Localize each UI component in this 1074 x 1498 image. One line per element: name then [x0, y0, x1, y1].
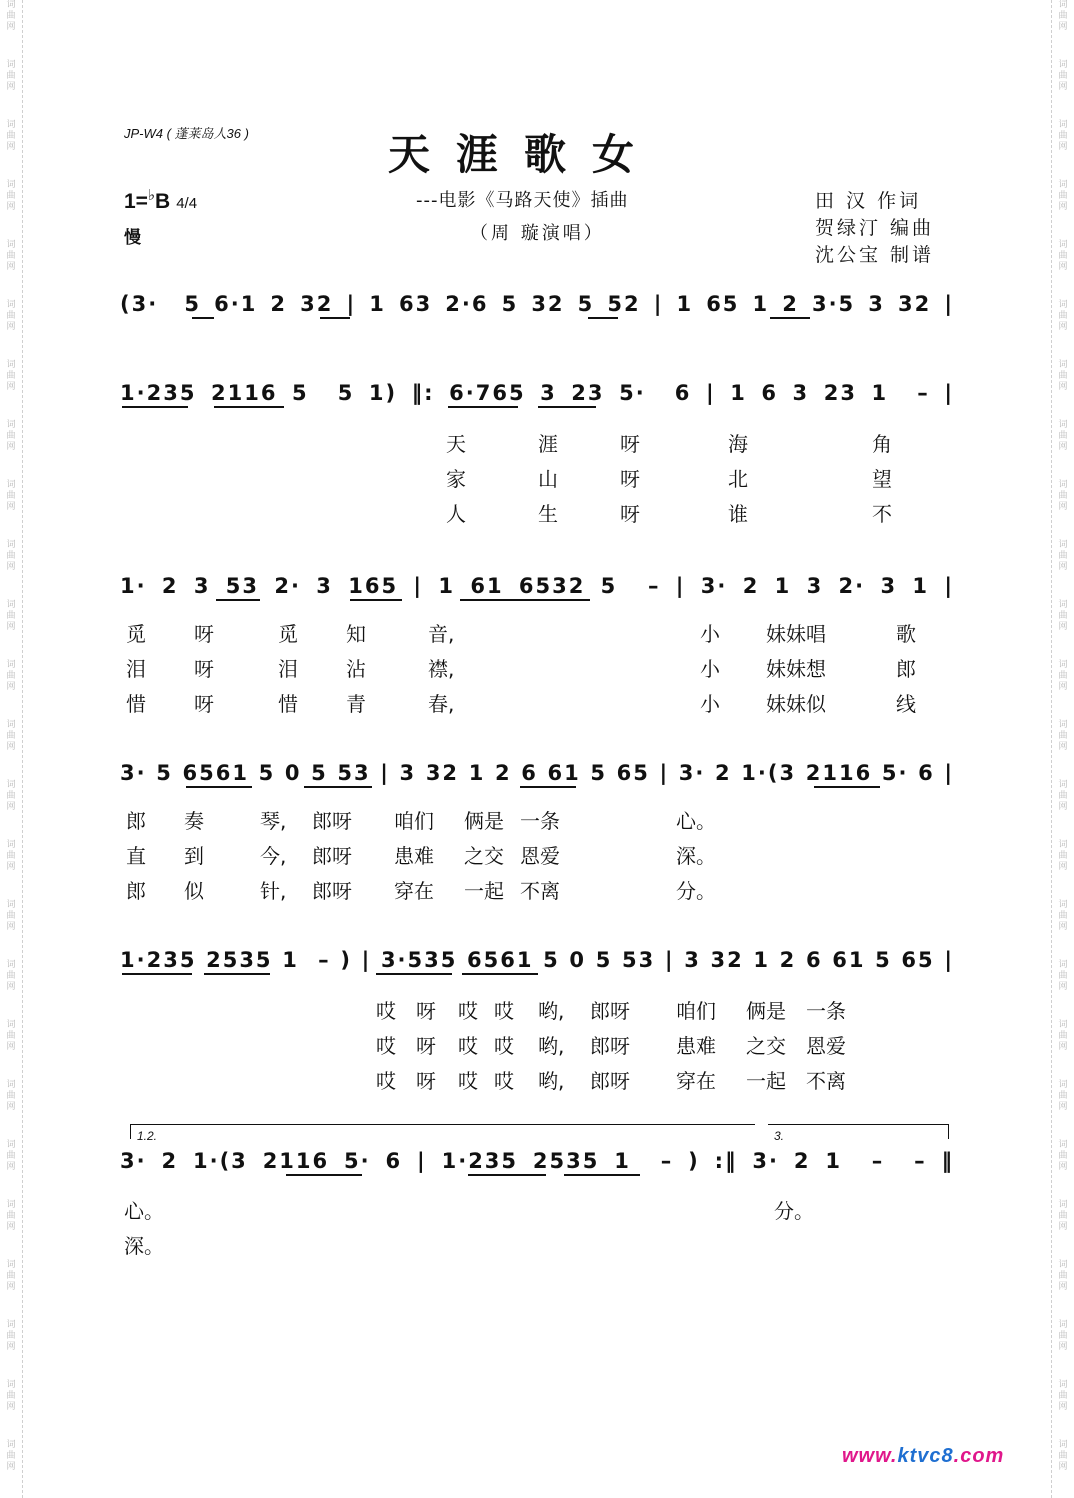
lyrics-row: 惜 呀 惜 青 春, 小 妹妹似 线	[126, 692, 916, 716]
first-ending-bracket: 1.2.	[130, 1124, 755, 1139]
watermark-text: 词 曲 网	[6, 300, 16, 332]
watermark-text: 词 曲 网	[1058, 1440, 1068, 1472]
watermark-text: 词 曲 网	[6, 960, 16, 992]
watermark-text: 词 曲 网	[6, 1200, 16, 1232]
watermark-text: 词 曲 网	[6, 1080, 16, 1112]
notation-text: 1· 2 3 53 2· 3 165 | 1 61 6532 5 – | 3· 2 1 3 2· 3 1 |	[120, 574, 954, 598]
key-signature	[124, 186, 197, 214]
score-code: JP-W4 ( 蓬莱岛人36 )	[124, 126, 249, 141]
staff-line-2	[120, 375, 954, 411]
flat-sign: ♭	[147, 187, 156, 204]
watermark-text: 词 曲 网	[1058, 1080, 1068, 1112]
watermark-text: 词 曲 网	[6, 240, 16, 272]
watermark-text: 词 曲 网	[1058, 1320, 1068, 1352]
watermark-text: 词 曲 网	[1058, 1020, 1068, 1052]
watermark-text: 词 曲 网	[6, 480, 16, 512]
watermark-text: 词 曲 网	[6, 60, 16, 92]
watermark-text: 词 曲 网	[1058, 900, 1068, 932]
watermark-text: 词 曲 网	[6, 900, 16, 932]
key-prefix: 1=	[124, 190, 148, 213]
staff-line-3	[120, 568, 954, 604]
watermark-text: 词 曲 网	[6, 720, 16, 752]
watermark-text: 词 曲 网	[6, 420, 16, 452]
watermark-text: 词 曲 网	[1058, 60, 1068, 92]
watermark-text: 词 曲 网	[6, 780, 16, 812]
time-signature: 4/4	[176, 195, 198, 212]
second-ending-bracket: 3.	[768, 1124, 949, 1139]
watermark-text: 词 曲 网	[1058, 1380, 1068, 1412]
watermark-text: 词 曲 网	[1058, 240, 1068, 272]
transcriber-credit: 沈公宝 制谱	[815, 244, 935, 266]
watermark-text: 词 曲 网	[1058, 0, 1068, 32]
key-note: B	[155, 190, 171, 213]
watermark-text: 词 曲 网	[1058, 1140, 1068, 1172]
lyrics-row: 哎 呀 哎 哎 哟, 郎呀 患难 之交 恩爱	[376, 1034, 846, 1058]
tempo-marking: 慢	[124, 228, 141, 248]
staff-line-1	[120, 286, 954, 322]
staff-line-4	[120, 755, 954, 791]
lyrics-row: 天 涯 呀 海 角	[446, 432, 892, 456]
watermark-text: 词 曲 网	[6, 1020, 16, 1052]
watermark-text: 词 曲 网	[1058, 1200, 1068, 1232]
lyricist-credit: 田 汉 作词	[815, 190, 922, 212]
lyrics-row: 泪 呀 泪 沾 襟, 小 妹妹想 郎	[126, 657, 916, 681]
lyrics-row: 直 到 今, 郎呀 患难 之交 恩爱 深。	[126, 844, 716, 868]
watermark-text: 词 曲 网	[6, 540, 16, 572]
watermark-text: 词 曲 网	[1058, 180, 1068, 212]
watermark-text: 词 曲 网	[6, 660, 16, 692]
watermark-text: 词 曲 网	[1058, 960, 1068, 992]
notation-text: 1·235 2116 5 5 1) ‖: 6·765 3 23 5· 6 | 1 6 3 23 1 – |	[120, 381, 954, 405]
left-watermark-strip	[0, 0, 23, 1498]
watermark-text: 词 曲 网	[6, 840, 16, 872]
watermark-text: 词 曲 网	[6, 600, 16, 632]
notation-text: (3· 5 6·1 2 32 | 1 63 2·6 5 32 5 52 | 1 65 1 2 3·5 3 32 |	[120, 292, 954, 316]
lyrics-row: 哎 呀 哎 哎 哟, 郎呀 穿在 一起 不离	[376, 1069, 846, 1093]
watermark-text: 词 曲 网	[1058, 780, 1068, 812]
watermark-text: 词 曲 网	[1058, 840, 1068, 872]
lyrics-row: 觅 呀 觅 知 音, 小 妹妹唱 歌	[126, 622, 916, 646]
site-watermark: www.ktvc8.com	[842, 1445, 1005, 1467]
watermark-text: 词 曲 网	[6, 180, 16, 212]
subtitle: ---电影《马路天使》插曲	[416, 190, 629, 211]
lyrics-row: 哎 呀 哎 哎 哟, 郎呀 咱们 俩是 一条	[376, 999, 846, 1023]
singer-credit: （周 璇演唱）	[470, 223, 605, 244]
notation-text: 3· 5 6561 5 0 5 53 | 3 32 1 2 6 61 5 65 | 3· 2 1·(3 2116 5· 6 |	[120, 761, 954, 785]
watermark-text: 词 曲 网	[6, 1440, 16, 1472]
watermark-text: 词 曲 网	[6, 1320, 16, 1352]
arranger-credit: 贺绿汀 编曲	[815, 217, 935, 239]
lyrics-row: 郎 奏 琴, 郎呀 咱们 俩是 一条 心。	[126, 809, 716, 833]
watermark-text: 词 曲 网	[1058, 360, 1068, 392]
watermark-text: 词 曲 网	[1058, 480, 1068, 512]
watermark-text: 词 曲 网	[6, 120, 16, 152]
lyrics-row: 郎 似 针, 郎呀 穿在 一起 不离 分。	[126, 879, 716, 903]
staff-line-5	[120, 942, 954, 978]
watermark-text: 词 曲 网	[1058, 540, 1068, 572]
staff-line-6	[120, 1143, 954, 1179]
lyrics-row: 深。	[124, 1234, 164, 1258]
lyrics-row: 心。 分。	[124, 1199, 814, 1223]
watermark-text: 词 曲 网	[6, 1260, 16, 1292]
watermark-text: 词 曲 网	[6, 360, 16, 392]
watermark-text: 词 曲 网	[1058, 420, 1068, 452]
watermark-text: 词 曲 网	[1058, 600, 1068, 632]
right-watermark-strip	[1051, 0, 1074, 1498]
lyrics-row: 家 山 呀 北 望	[446, 467, 892, 491]
watermark-text: 词 曲 网	[1058, 720, 1068, 752]
notation-text: 3· 2 1·(3 2116 5· 6 | 1·235 2535 1 – ) :‖ 3· 2 1 – – ‖	[120, 1149, 954, 1173]
lyrics-row: 人 生 呀 谁 不	[446, 502, 892, 526]
watermark-text: 词 曲 网	[1058, 660, 1068, 692]
watermark-text: 词 曲 网	[6, 0, 16, 32]
song-title: 天涯歌女	[388, 130, 661, 179]
watermark-text: 词 曲 网	[1058, 1260, 1068, 1292]
watermark-text: 词 曲 网	[1058, 120, 1068, 152]
watermark-text: 词 曲 网	[6, 1140, 16, 1172]
watermark-text: 词 曲 网	[6, 1380, 16, 1412]
notation-text: 1·235 2535 1 – ) | 3·535 6561 5 0 5 53 | 3 32 1 2 6 61 5 65 |	[120, 948, 954, 972]
watermark-text: 词 曲 网	[1058, 300, 1068, 332]
